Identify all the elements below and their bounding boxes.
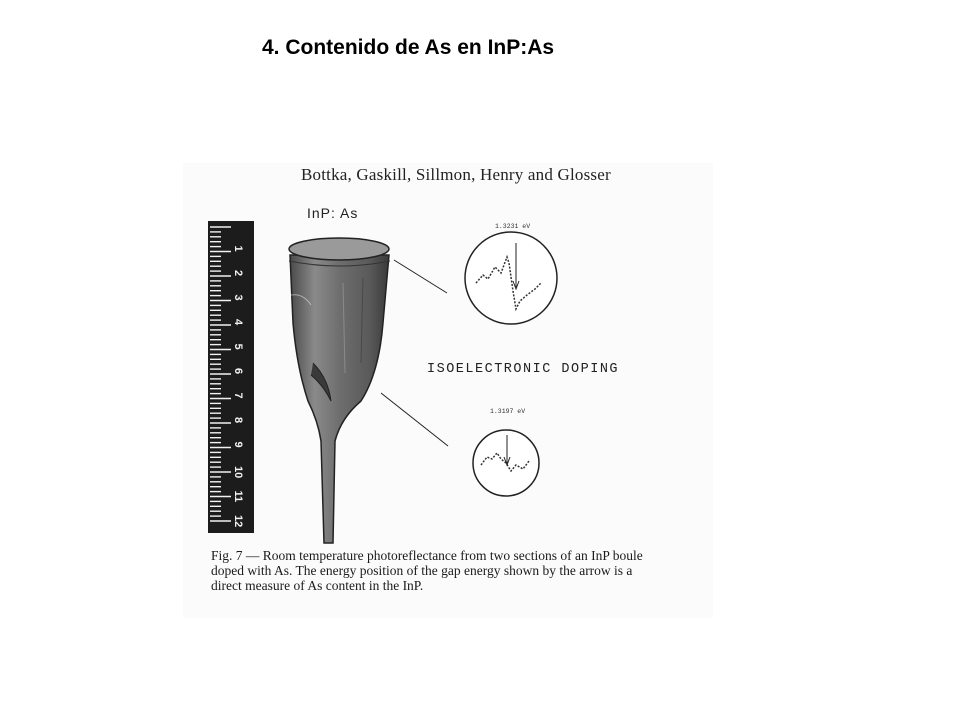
figure-authors: Bottka, Gaskill, Sillmon, Henry and Glosser [301, 165, 611, 184]
ruler-number: 2 [232, 270, 244, 277]
pointer-line-bottom [381, 393, 448, 446]
energy-label-bottom: 1.3197 eV [490, 408, 526, 415]
ruler-number: 4 [232, 319, 244, 326]
ruler-number: 7 [232, 392, 244, 399]
ruler-number: 3 [232, 294, 244, 301]
ruler-number: 10 [232, 466, 244, 479]
sample-label: InP: As [307, 205, 359, 221]
ruler-number: 12 [232, 515, 244, 528]
figure-caption: Fig. 7 — Room temperature photoreflectance from two sections of an InP boule doped with As. The energy position of the gap energy shown by the arrow is a direct measure of As content in the InP. [211, 548, 643, 593]
doping-label: ISOELECTRONIC DOPING [427, 362, 620, 377]
inp-boule [289, 238, 390, 543]
slide-title: 4. Contenido de As en InP:As [262, 36, 555, 59]
ruler-number: 8 [232, 417, 244, 424]
ruler-number: 1 [232, 245, 244, 252]
scanned-figure [183, 163, 713, 618]
spectrum-circle-top [465, 232, 557, 324]
pointer-line-top [394, 260, 447, 293]
ruler-number: 9 [232, 441, 244, 448]
ruler-number: 5 [232, 343, 244, 350]
ruler-number: 11 [232, 490, 244, 503]
energy-label-top: 1.3231 eV [495, 223, 531, 230]
ruler [208, 221, 254, 533]
ruler-number: 6 [232, 368, 244, 375]
spectrum-circle-bottom [473, 430, 539, 496]
